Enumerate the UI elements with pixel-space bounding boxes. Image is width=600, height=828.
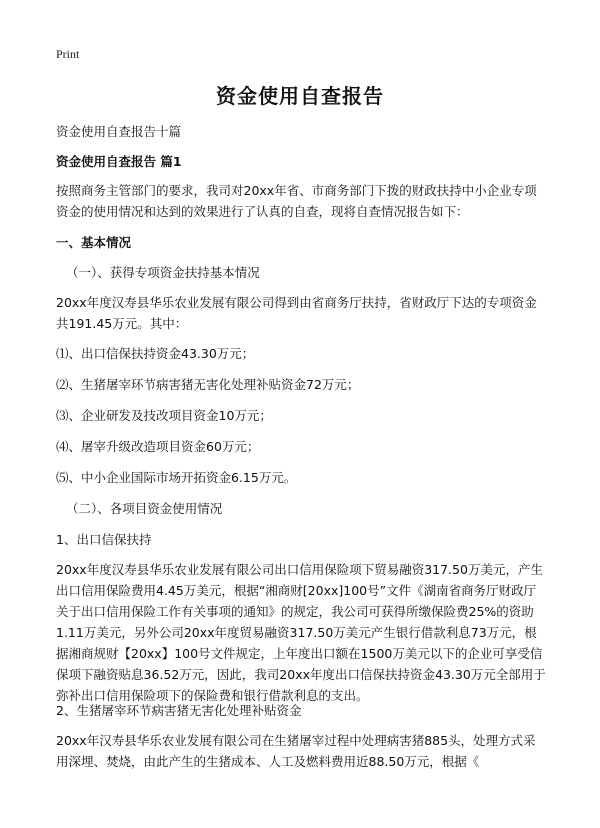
item1-heading: 1、出口信保扶持 [56, 532, 152, 547]
sub2-heading: （二）、各项目资金使用情况 [66, 501, 223, 516]
list-item: ⑴、出口信保扶持资金43.30万元； [56, 346, 255, 361]
page-title: 资金使用自查报告 [216, 84, 384, 108]
item1-paragraph: 20xx年度汉寿县华乐农业发展有限公司出口信用保险项下贸易融资317.50万美元，产生出口信用保险费用4.45万美元，根据“湘商财[20xx]100号”文件《湖南省商务厅财政厅关于出口信用保险工作有关事项的通知》的规定，我公司可获得所缴保险费25%的资助1.11万美元，另外公司20xx年度贸易融资317.50万美元产生银行借款利息73万元，根据湘商规财【20xx】100号文件规定，上年度出口额在1500万美元以下的企业可享受信保项下融资贴息36.52万元，因此，我司20xx年度出口信保扶持资金43.30万元全部用于弥补出口信用保险项下的保险费和银行借款利息的支出。 [56, 562, 546, 703]
item2-paragraph: 20xx年汉寿县华乐农业发展有限公司在生猪屠宰过程中处理病害猪885头，处理方式采用深埋、焚烧，由此产生的生猪成本、人工及燃料费用近88.50万元，根据《 [56, 733, 536, 769]
section1-heading: 一、基本情况 [56, 235, 132, 250]
article-heading: 资金使用自查报告 篇1 [56, 154, 182, 169]
item2-heading: 2、生猪屠宰环节病害猪无害化处理补贴资金 [56, 703, 302, 718]
intro-paragraph: 按照商务主管部门的要求，我司对20xx年省、市商务部门下拨的财政扶持中小企业专项资金的使用情况和达到的效果进行了认真的自查，现将自查情况报告如下： [56, 183, 537, 219]
list-item: ⑵、生猪屠宰环节病害猪无害化处理补贴资金72万元； [56, 377, 360, 392]
subtitle: 资金使用自查报告十篇 [56, 124, 182, 139]
sub1-paragraph: 20xx年度汉寿县华乐农业发展有限公司得到由省商务厅扶持，省财政厅下达的专项资金共191.45万元。其中： [56, 295, 537, 331]
print-link[interactable]: Print [56, 47, 80, 61]
list-item: ⑷、屠宰升级改造项目资金60万元； [56, 439, 260, 454]
list-item: ⑶、企业研发及技改项目资金10万元； [56, 408, 272, 423]
list-item: ⑸、中小企业国际市场开拓资金6.15万元。 [56, 470, 297, 485]
sub1-heading: （一）、获得专项资金扶持基本情况 [66, 265, 260, 280]
